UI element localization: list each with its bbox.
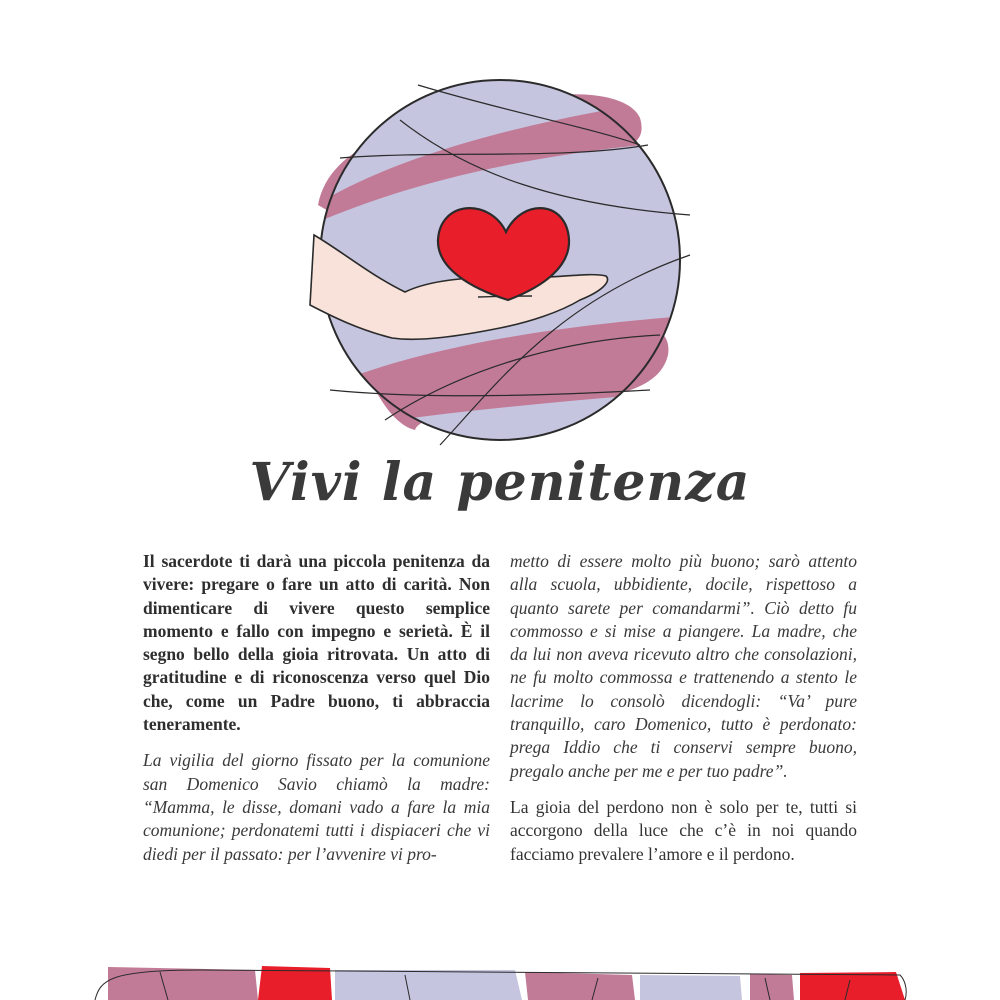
closing-paragraph: La gioia del perdono non è solo per te, tutti si accorgono della luce che c’è in noi quando facciamo prevalere l’amore e il perdono. [510, 796, 857, 864]
story-paragraph-end: metto di essere molto più buono; sarò attento alla scuola, ubbidiente, docile, rispettoso a quanto sarete per comandarmi”. Ciò detto fu commosso e si mise a piangere. La madre, che da lui non aveva ricevuto altro che consolazioni, ne fu molto commossa e trattenendo a stento le lacrime lo consolò dicendogli: “Va’ pure tranquillo, caro Domenico, tutto è perdonato: prega Iddio che ti conservi sempre buono, pregalo anche per me e per tuo padre”. [510, 551, 857, 781]
page-title: Vivi la penitenza [249, 452, 751, 513]
intro-paragraph: Il sacerdote ti darà una piccola penitenza da vivere: pregare o fare un atto di carità. Non dimenticare di vivere questo semplice momento e fallo con impegno e serietà. È il segno bello della gioia ritrovata. Un atto di gratitudine e di riconoscenza verso quel Dio che, come un Padre buono, ti abbraccia teneramente. [143, 551, 490, 735]
left-column [143, 550, 490, 879]
decorative-bottom-band [0, 955, 1000, 1000]
story-paragraph-start: La vigilia del giorno fissato per la comunione san Domenico Savio chiamò la madre: “Mamma, le disse, domani vado a fare la mia comunione; perdonatemi tutti i dispiaceri che vi diedi per il passato: per l’avvenire vi pro- [143, 750, 490, 864]
hand-heart-globe-illustration [300, 70, 700, 450]
right-column [510, 550, 857, 879]
